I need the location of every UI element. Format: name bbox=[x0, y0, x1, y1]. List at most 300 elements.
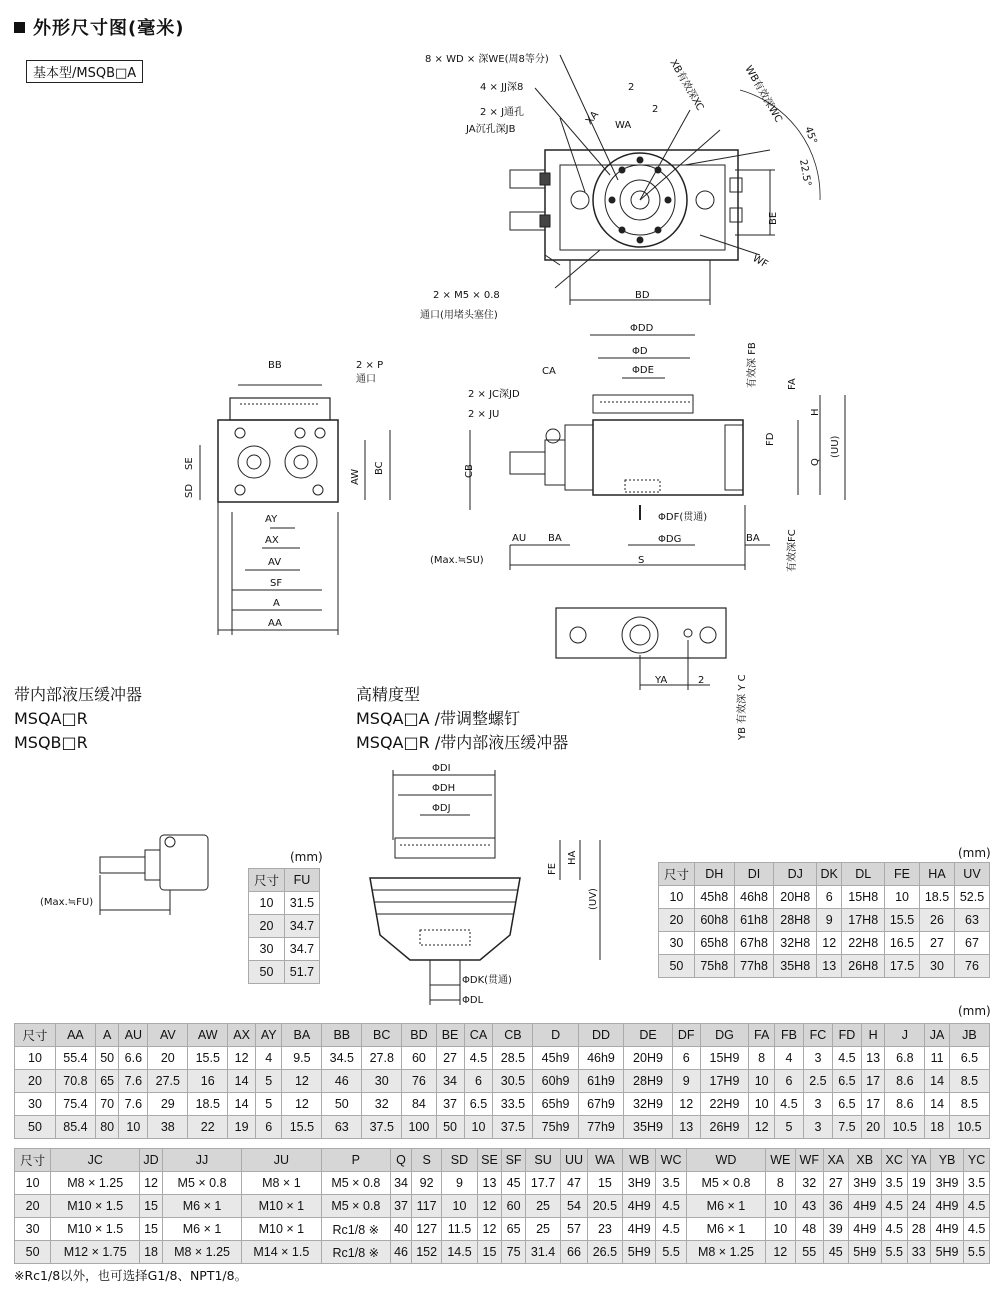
main-table-1-cell: 22 bbox=[188, 1116, 228, 1139]
lbl-dd: ΦDD bbox=[630, 323, 654, 334]
main-table-2-cell: 8 bbox=[766, 1172, 795, 1195]
main-table-1-cell: 55.4 bbox=[55, 1047, 95, 1070]
main-table-2-header-cell: JU bbox=[242, 1149, 321, 1172]
main-table-1-cell: 75.4 bbox=[55, 1093, 95, 1116]
main-table-2-cell: 3.5 bbox=[881, 1172, 907, 1195]
main-table-1-cell: 18 bbox=[925, 1116, 950, 1139]
main-table-1-cell: 50 bbox=[436, 1116, 464, 1139]
main-table-2-cell: 39 bbox=[823, 1218, 848, 1241]
main-table-2-cell: 13 bbox=[477, 1172, 502, 1195]
lbl-d: ΦD bbox=[632, 346, 648, 357]
main-table-1-cell: 70 bbox=[95, 1093, 118, 1116]
main-table-1-cell: 10 bbox=[464, 1116, 493, 1139]
precision-table-cell: 28H8 bbox=[774, 909, 817, 932]
lbl-bd: BD bbox=[635, 290, 650, 301]
main-table-2 bbox=[14, 1148, 990, 1264]
main-table-1-cell: 12 bbox=[282, 1070, 322, 1093]
main-table-1-header-cell: FB bbox=[774, 1024, 803, 1047]
main-table-1-cell: 26H9 bbox=[700, 1116, 749, 1139]
lbl-fu: (Max.≒FU) bbox=[40, 897, 94, 908]
fu-table-cell: 50 bbox=[249, 961, 285, 984]
lbl-ya: YA bbox=[655, 675, 668, 686]
fu-unit-label: (mm) bbox=[290, 850, 323, 864]
precision-table-header-cell: DJ bbox=[774, 863, 817, 886]
precision-table-cell: 26H8 bbox=[842, 955, 885, 978]
main-table-2-cell: 15 bbox=[140, 1195, 163, 1218]
main-table-1-header-cell: FC bbox=[803, 1024, 832, 1047]
main-table-1-cell: 32 bbox=[362, 1093, 402, 1116]
main-table-2-cell: 4H9 bbox=[623, 1195, 656, 1218]
main-table-1-cell: 8 bbox=[749, 1047, 775, 1070]
main-table-2-cell: 12 bbox=[477, 1218, 502, 1241]
main-table-1-cell: 10.5 bbox=[885, 1116, 925, 1139]
main-table-2-cell: 26.5 bbox=[587, 1241, 622, 1264]
main-table-1-cell: 76 bbox=[402, 1070, 436, 1093]
main-table-1-cell: 80 bbox=[95, 1116, 118, 1139]
main-table-2-cell: 55 bbox=[795, 1241, 823, 1264]
main-table-2-cell: 10 bbox=[15, 1172, 51, 1195]
main-table-1-cell: 8.5 bbox=[949, 1070, 989, 1093]
precision-table-cell: 50 bbox=[659, 955, 695, 978]
main-table-2-header-cell: P bbox=[321, 1149, 391, 1172]
precision-table-cell: 12 bbox=[817, 932, 842, 955]
main-table-1-header-cell: BA bbox=[282, 1024, 322, 1047]
main-table-2-cell: 3.5 bbox=[656, 1172, 686, 1195]
fu-table-row bbox=[249, 915, 320, 938]
main-table-1-cell: 13 bbox=[672, 1116, 700, 1139]
main-table-2-header-cell: XC bbox=[881, 1149, 907, 1172]
main-table-1-cell: 60h9 bbox=[533, 1070, 578, 1093]
main-table-2-cell: M10 × 1 bbox=[242, 1195, 321, 1218]
main-table-1-header-cell: A bbox=[95, 1024, 118, 1047]
main-table-2-cell: 9 bbox=[442, 1172, 477, 1195]
main-table-2-cell: 15 bbox=[587, 1172, 622, 1195]
main-table-1-cell: 50 bbox=[95, 1047, 118, 1070]
lbl-dl: ΦDL bbox=[462, 995, 484, 1006]
lbl-cb: CB bbox=[464, 464, 475, 478]
main-table-1-cell: 75h9 bbox=[533, 1116, 578, 1139]
precision-table-cell: 15.5 bbox=[885, 909, 920, 932]
main-table-1-cell: 14 bbox=[228, 1093, 256, 1116]
main-table-1-cell: 8.5 bbox=[949, 1093, 989, 1116]
top-view-drawing bbox=[510, 55, 820, 305]
main-table-1-cell: 2.5 bbox=[803, 1070, 832, 1093]
lbl-dj: ΦDJ bbox=[432, 803, 451, 814]
main-table-1-cell: 63 bbox=[322, 1116, 362, 1139]
main-table-1-header-cell: CA bbox=[464, 1024, 493, 1047]
precision-table-cell: 17H8 bbox=[842, 909, 885, 932]
precision-table-cell: 27 bbox=[920, 932, 955, 955]
main-table-1-cell: 9 bbox=[672, 1070, 700, 1093]
main-table-2-cell: 31.4 bbox=[525, 1241, 560, 1264]
main-table-2-header-cell: YA bbox=[907, 1149, 930, 1172]
main-table-1-header-cell: AV bbox=[148, 1024, 188, 1047]
main-table-1-cell: 6.6 bbox=[119, 1047, 148, 1070]
main-table-1-cell: 17H9 bbox=[700, 1070, 749, 1093]
main-table-2-cell: 4.5 bbox=[656, 1195, 686, 1218]
main-table-1-cell: 30 bbox=[362, 1070, 402, 1093]
lbl-22: 22.5° bbox=[797, 158, 813, 188]
main-table-1-cell: 20 bbox=[148, 1047, 188, 1070]
main-table-1-cell: 3 bbox=[803, 1116, 832, 1139]
main-table-1-cell: 4.5 bbox=[832, 1047, 861, 1070]
main-table-1-cell: 17 bbox=[861, 1070, 884, 1093]
precision-table-cell: 67 bbox=[954, 932, 989, 955]
main-table-2-cell: 4.5 bbox=[881, 1195, 907, 1218]
main-table-1-cell: 85.4 bbox=[55, 1116, 95, 1139]
main-table-1-header-cell: JB bbox=[949, 1024, 989, 1047]
main-table-2-cell: M6 × 1 bbox=[162, 1218, 241, 1241]
fu-table bbox=[248, 868, 320, 984]
main-table-1-cell: 9.5 bbox=[282, 1047, 322, 1070]
fu-table-header-cell: 尺寸 bbox=[249, 869, 285, 892]
main-table-2-header-cell: UU bbox=[561, 1149, 588, 1172]
lbl-fb: 有效深 FB bbox=[747, 342, 758, 388]
main-table-2-cell: M10 × 1 bbox=[242, 1218, 321, 1241]
main-table-1-header-cell: H bbox=[861, 1024, 884, 1047]
main-table-2-header-cell: SD bbox=[442, 1149, 477, 1172]
lbl-bc: BC bbox=[374, 461, 385, 475]
main-table-2-cell: M5 × 0.8 bbox=[162, 1172, 241, 1195]
main-table-2-cell: 17.7 bbox=[525, 1172, 560, 1195]
main-table-1-cell: 27.5 bbox=[148, 1070, 188, 1093]
main-table-1-cell: 100 bbox=[402, 1116, 436, 1139]
main-table-1-cell: 20 bbox=[861, 1116, 884, 1139]
fu-table-row bbox=[249, 961, 320, 984]
precision-table-cell: 10 bbox=[659, 886, 695, 909]
lbl-fd: FD bbox=[765, 432, 776, 446]
main-table-2-cell: M8 × 1 bbox=[242, 1172, 321, 1195]
main-table-1-header-cell: DE bbox=[624, 1024, 673, 1047]
precision-table-cell: 67h8 bbox=[734, 932, 774, 955]
main-table-1-cell: 10 bbox=[749, 1093, 775, 1116]
main-table-2-cell: M5 × 0.8 bbox=[321, 1172, 391, 1195]
main-table-2-header-cell: JD bbox=[140, 1149, 163, 1172]
lbl-se: SE bbox=[184, 457, 195, 470]
main-table-2-cell: 127 bbox=[411, 1218, 441, 1241]
main-table-1-header-cell: J bbox=[885, 1024, 925, 1047]
lbl-ca: CA bbox=[542, 366, 556, 377]
main-table-2-cell: M10 × 1.5 bbox=[51, 1218, 140, 1241]
precision-table bbox=[658, 862, 990, 978]
lbl-dk: ΦDK(贯通) bbox=[462, 975, 512, 986]
main-table-1-cell: 33.5 bbox=[493, 1093, 533, 1116]
precision-table-cell: 77h8 bbox=[734, 955, 774, 978]
lbl-q: Q bbox=[810, 458, 821, 466]
main-table-2-cell: 19 bbox=[907, 1172, 930, 1195]
main-table-2-cell: M6 × 1 bbox=[686, 1195, 765, 1218]
lbl-uu: (UU) bbox=[830, 435, 841, 458]
precision-table-header-row bbox=[659, 863, 990, 886]
main-table-2-cell: 60 bbox=[502, 1195, 526, 1218]
main-table-1-cell: 6.5 bbox=[464, 1093, 493, 1116]
lbl-ha: HA bbox=[567, 850, 578, 865]
main-table-2-cell: 5H9 bbox=[930, 1241, 963, 1264]
main-table-2-cell: 3H9 bbox=[930, 1172, 963, 1195]
main-table-1-row bbox=[15, 1047, 990, 1070]
precision-table-cell: 18.5 bbox=[920, 886, 955, 909]
main-table-1-header-cell: DG bbox=[700, 1024, 749, 1047]
lbl-ju: 2 × JU bbox=[468, 409, 500, 420]
precision-table-header-cell: DK bbox=[817, 863, 842, 886]
main-table-1-cell: 22H9 bbox=[700, 1093, 749, 1116]
precision-table-cell: 13 bbox=[817, 955, 842, 978]
main-table-1-cell: 6.5 bbox=[832, 1093, 861, 1116]
main-table-1-cell: 7.6 bbox=[119, 1093, 148, 1116]
main-table-1-header-cell: D bbox=[533, 1024, 578, 1047]
main-table-1-cell: 6 bbox=[774, 1070, 803, 1093]
main-table-2-cell: 32 bbox=[795, 1172, 823, 1195]
main-table-2-cell: 12 bbox=[766, 1241, 795, 1264]
precision-table-row bbox=[659, 932, 990, 955]
fu-table-cell: 10 bbox=[249, 892, 285, 915]
precision-table-row bbox=[659, 886, 990, 909]
main-table-2-cell: 18 bbox=[140, 1241, 163, 1264]
main-table-1-cell: 15.5 bbox=[282, 1116, 322, 1139]
main-table-1-header-cell: AA bbox=[55, 1024, 95, 1047]
main-table-2-cell: 36 bbox=[823, 1195, 848, 1218]
main-table-2-row bbox=[15, 1241, 990, 1264]
main-table-1-header-cell: AY bbox=[256, 1024, 282, 1047]
main-table-1-row bbox=[15, 1093, 990, 1116]
main-table-1-cell: 5 bbox=[774, 1116, 803, 1139]
main-table-2-cell: 4.5 bbox=[881, 1218, 907, 1241]
lbl-be: BE bbox=[768, 211, 779, 225]
main-table-1-cell: 27.8 bbox=[362, 1047, 402, 1070]
precision-table-cell: 9 bbox=[817, 909, 842, 932]
main-table-2-cell: 25 bbox=[525, 1195, 560, 1218]
precision-table-cell: 10 bbox=[885, 886, 920, 909]
precision-unit-label: (mm) bbox=[958, 846, 991, 860]
main-table-2-header-cell: WA bbox=[587, 1149, 622, 1172]
main-table-2-cell: 11.5 bbox=[442, 1218, 477, 1241]
precision-table-row bbox=[659, 909, 990, 932]
lbl-p: 2 × P bbox=[356, 360, 384, 371]
main-table-2-cell: 10 bbox=[766, 1195, 795, 1218]
main-table-2-cell: 57 bbox=[561, 1218, 588, 1241]
main-table-2-cell: 3.5 bbox=[964, 1172, 990, 1195]
main-table-2-header-cell: 尺寸 bbox=[15, 1149, 51, 1172]
main-table-2-cell: 10 bbox=[766, 1218, 795, 1241]
main-table-2-cell: 5H9 bbox=[848, 1241, 881, 1264]
main-table-1-cell: 16 bbox=[188, 1070, 228, 1093]
main-table-1-cell: 45h9 bbox=[533, 1047, 578, 1070]
basic-type-label: 基本型/MSQB□A bbox=[26, 60, 143, 83]
lbl-su: (Max.≒SU) bbox=[430, 555, 484, 566]
main-table-2-cell: 43 bbox=[795, 1195, 823, 1218]
lbl-fc: 有效深FC bbox=[787, 529, 798, 572]
main-table-2-cell: M6 × 1 bbox=[686, 1218, 765, 1241]
main-table-1-cell: 11 bbox=[925, 1047, 950, 1070]
precision-table-cell: 20H8 bbox=[774, 886, 817, 909]
main-table-1-cell: 65 bbox=[95, 1070, 118, 1093]
main-table-2-cell: 4H9 bbox=[930, 1218, 963, 1241]
main-table-2-cell: 117 bbox=[411, 1195, 441, 1218]
lbl-m5: 2 × M5 × 0.8 bbox=[433, 290, 500, 301]
main-table-1-cell: 6.5 bbox=[832, 1070, 861, 1093]
main-table-2-cell: M8 × 1.25 bbox=[162, 1241, 241, 1264]
main-table-1-cell: 15H9 bbox=[700, 1047, 749, 1070]
lbl-jc: 2 × JC深JD bbox=[468, 389, 520, 400]
main-table-2-cell: 152 bbox=[411, 1241, 441, 1264]
main-table-2-cell: 15 bbox=[140, 1218, 163, 1241]
main-table-1-cell: 28.5 bbox=[493, 1047, 533, 1070]
main-table-2-header-cell: WE bbox=[766, 1149, 795, 1172]
main-table-1-cell: 18.5 bbox=[188, 1093, 228, 1116]
main-table-2-cell: 3H9 bbox=[848, 1172, 881, 1195]
main-table-2-cell: 50 bbox=[15, 1241, 51, 1264]
main-table-1-header-cell: AU bbox=[119, 1024, 148, 1047]
main-table-2-cell: 48 bbox=[795, 1218, 823, 1241]
main-table-2-row bbox=[15, 1218, 990, 1241]
main-table-1-cell: 20H9 bbox=[624, 1047, 673, 1070]
lbl-ax: AX bbox=[265, 535, 279, 546]
precision-table-header-cell: 尺寸 bbox=[659, 863, 695, 886]
main-table-1-header-cell: CB bbox=[493, 1024, 533, 1047]
main-table-1-cell: 20 bbox=[15, 1070, 56, 1093]
main-table-2-cell: 23 bbox=[587, 1218, 622, 1241]
precision-table-cell: 75h8 bbox=[694, 955, 734, 978]
main-table-2-cell: 45 bbox=[502, 1172, 526, 1195]
main-table-1-cell: 61h9 bbox=[578, 1070, 623, 1093]
main-table-2-cell: M10 × 1.5 bbox=[51, 1195, 140, 1218]
main-table-2-header-cell: XA bbox=[823, 1149, 848, 1172]
main-table-1-header-cell: AW bbox=[188, 1024, 228, 1047]
main-table-2-header-cell: WB bbox=[623, 1149, 656, 1172]
main-table-2-header-cell: SE bbox=[477, 1149, 502, 1172]
main-table-1-cell: 34.5 bbox=[322, 1047, 362, 1070]
main-table-2-cell: 34 bbox=[391, 1172, 412, 1195]
main-table-2-cell: 5.5 bbox=[881, 1241, 907, 1264]
main-table-2-cell: 14.5 bbox=[442, 1241, 477, 1264]
precision-table-cell: 15H8 bbox=[842, 886, 885, 909]
main-table-1-cell: 28H9 bbox=[624, 1070, 673, 1093]
main-table-1-cell: 4.5 bbox=[464, 1047, 493, 1070]
main-table-2-cell: 65 bbox=[502, 1218, 526, 1241]
main-table-1-cell: 7.6 bbox=[119, 1070, 148, 1093]
lbl-de: ΦDE bbox=[632, 365, 654, 376]
lbl-wf: WF bbox=[750, 253, 770, 271]
lbl-sf: SF bbox=[270, 578, 283, 589]
main-table-1-header-cell: FA bbox=[749, 1024, 775, 1047]
lbl-m5b: 通口(用堵头塞住) bbox=[420, 310, 498, 321]
main-table-2-header-cell: WC bbox=[656, 1149, 686, 1172]
lbl-ay: AY bbox=[265, 514, 278, 525]
main-table-1-cell: 14 bbox=[228, 1070, 256, 1093]
main-table-2-cell: 15 bbox=[477, 1241, 502, 1264]
main-table-2-cell: 30 bbox=[15, 1218, 51, 1241]
main-table-1-cell: 77h9 bbox=[578, 1116, 623, 1139]
lbl-dg: ΦDG bbox=[658, 534, 682, 545]
main-table-1-cell: 6.8 bbox=[885, 1047, 925, 1070]
lbl-fa: FA bbox=[787, 378, 798, 390]
precision-table-cell: 16.5 bbox=[885, 932, 920, 955]
main-table-1-cell: 13 bbox=[861, 1047, 884, 1070]
lbl-2a: 2 bbox=[628, 82, 635, 93]
main-table-1-cell: 14 bbox=[925, 1093, 950, 1116]
main-table-1-cell: 46 bbox=[322, 1070, 362, 1093]
main-table-1-cell: 6 bbox=[464, 1070, 493, 1093]
fu-table-cell: 34.7 bbox=[284, 938, 319, 961]
fu-table-header-row bbox=[249, 869, 320, 892]
precision-table-cell: 6 bbox=[817, 886, 842, 909]
precision-table-cell: 30 bbox=[920, 955, 955, 978]
precision-table-cell: 35H8 bbox=[774, 955, 817, 978]
main-table-2-header-cell: S bbox=[411, 1149, 441, 1172]
main-table-2-cell: M8 × 1.25 bbox=[686, 1241, 765, 1264]
main-table-1-cell: 34 bbox=[436, 1070, 464, 1093]
footnote: ※Rc1/8以外，也可选择G1/8、NPT1/8。 bbox=[14, 1268, 248, 1283]
lbl-aw: AW bbox=[350, 468, 361, 485]
main-table-1-header-cell: FD bbox=[832, 1024, 861, 1047]
main-table-1-cell: 38 bbox=[148, 1116, 188, 1139]
main-table-2-cell: 4.5 bbox=[964, 1218, 990, 1241]
main-table-1-cell: 3 bbox=[803, 1093, 832, 1116]
main-table-2-cell: 28 bbox=[907, 1218, 930, 1241]
main-table-2-cell: 12 bbox=[477, 1195, 502, 1218]
main-table-2-cell: M5 × 0.8 bbox=[686, 1172, 765, 1195]
main-table-2-cell: 20.5 bbox=[587, 1195, 622, 1218]
main-table-1-cell: 3 bbox=[803, 1047, 832, 1070]
lbl-bb: BB bbox=[268, 360, 282, 371]
main-table-2-cell: 4H9 bbox=[848, 1195, 881, 1218]
main-table-1-row bbox=[15, 1116, 990, 1139]
precision-table-header-cell: DL bbox=[842, 863, 885, 886]
main-table-1-cell: 84 bbox=[402, 1093, 436, 1116]
main-table-2-cell: Rc1/8 ※ bbox=[321, 1218, 391, 1241]
precision-table-cell: 17.5 bbox=[885, 955, 920, 978]
main-table-1-cell: 29 bbox=[148, 1093, 188, 1116]
main-table-1-cell: 35H9 bbox=[624, 1116, 673, 1139]
main-table-2-cell: M5 × 0.8 bbox=[321, 1195, 391, 1218]
precision-table-row bbox=[659, 955, 990, 978]
section-high-precision: 高精度型 MSQA□A /带调整螺钉 MSQA□R /带内部液压缓冲器 bbox=[356, 685, 569, 752]
lbl-sd: SD bbox=[184, 483, 195, 498]
main-table-2-cell: 10 bbox=[442, 1195, 477, 1218]
main-table-1-cell: 8.6 bbox=[885, 1070, 925, 1093]
main-table-1-cell: 30 bbox=[15, 1093, 56, 1116]
lbl-jj: 4 × JJ深8 bbox=[480, 82, 524, 93]
precision-table-header-cell: DH bbox=[694, 863, 734, 886]
lbl-45: 45° bbox=[802, 125, 819, 146]
main-table-1-cell: 30.5 bbox=[493, 1070, 533, 1093]
lbl-2c: 2 bbox=[698, 675, 705, 686]
lbl-a: A bbox=[273, 598, 280, 609]
main-table-1-cell: 4.5 bbox=[774, 1093, 803, 1116]
main-table-2-cell: 4H9 bbox=[930, 1195, 963, 1218]
main-table-1-cell: 4 bbox=[774, 1047, 803, 1070]
precision-table-cell: 30 bbox=[659, 932, 695, 955]
main-table-2-header-cell: WF bbox=[795, 1149, 823, 1172]
main-table-2-cell: 47 bbox=[561, 1172, 588, 1195]
lbl-xb: XB有效深XC bbox=[667, 58, 706, 113]
main-table-2-cell: 25 bbox=[525, 1218, 560, 1241]
main-table-1-cell: 37.5 bbox=[362, 1116, 402, 1139]
main-table-1-row bbox=[15, 1070, 990, 1093]
main-table-1-cell: 50 bbox=[15, 1116, 56, 1139]
main-table-1-cell: 10 bbox=[119, 1116, 148, 1139]
precision-table-cell: 61h8 bbox=[734, 909, 774, 932]
main-table-1-cell: 60 bbox=[402, 1047, 436, 1070]
lbl-wa: WA bbox=[615, 120, 632, 131]
main-table-1-header-cell: JA bbox=[925, 1024, 950, 1047]
main-table-1-cell: 14 bbox=[925, 1070, 950, 1093]
main-table-2-cell: 92 bbox=[411, 1172, 441, 1195]
main-table-2-cell: 40 bbox=[391, 1218, 412, 1241]
main-table-2-cell: 37 bbox=[391, 1195, 412, 1218]
main-table-1-cell: 67h9 bbox=[578, 1093, 623, 1116]
main-table-2-cell: 12 bbox=[140, 1172, 163, 1195]
